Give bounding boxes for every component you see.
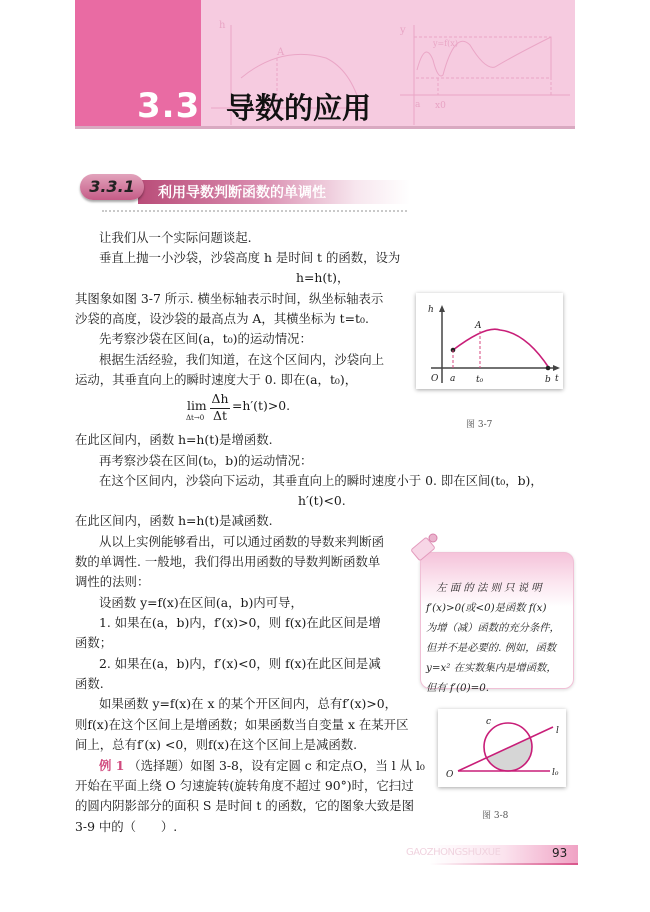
paragraph: 其图象如图 3-7 所示. 横坐标轴表示时间，纵坐标轴表示 (75, 291, 384, 306)
rule-2-cont: 函数. (75, 676, 104, 691)
fraction-denominator: Δt (213, 408, 227, 423)
svg-text:O: O (431, 374, 439, 384)
svg-text:t₀: t₀ (476, 375, 484, 385)
example-text: 的圆内阴影部分的面积 S 是时间 t 的函数，它的图象大致是图 (75, 798, 414, 813)
example-1 (75, 756, 425, 777)
svg-text:y=f(x): y=f(x) (433, 39, 458, 48)
section-title: 导数的应用 (226, 91, 372, 125)
svg-text:b: b (545, 375, 551, 385)
svg-text:l: l (556, 726, 559, 736)
paragraph: 在此区间内，函数 h=h(t)是减函数. (75, 513, 273, 528)
paragraph: 运动，其垂直向上的瞬时速度大于 0. 即在(a，t₀)， (75, 372, 358, 387)
svg-text:c: c (486, 717, 492, 727)
paragraph: 在此区间内，函数 h=h(t)是增函数. (75, 432, 273, 447)
svg-text:O: O (446, 770, 454, 780)
svg-text:A: A (277, 47, 285, 58)
paragraph: 垂直上抛一小沙袋，沙袋高度 h 是时间 t 的函数，设为 (99, 250, 401, 265)
example-text: （选择题）如图 3-8，设有定圆 c 和定点O，当 l 从 l₀ (128, 758, 425, 773)
paragraph: 间上，总有f′(x) <0，则f(x)在这个区间上是减函数. (75, 737, 358, 752)
example-text: 开始在平面上绕 O 匀速旋转(旋转角度不超过 90°)时，它扫过 (75, 778, 414, 793)
paragraph: 再考察沙袋在区间(t₀，b)的运动情况： (99, 453, 313, 468)
subsection-number-badge: 3.3.1 (80, 174, 144, 200)
equation: h=h(t)， (296, 270, 350, 285)
figure-3-7 (416, 293, 563, 389)
paragraph: 数的单调性. 一般地，我们得出用函数的导数判断函数单 (75, 554, 381, 569)
rule-1-cont: 函数； (75, 635, 113, 650)
subsection-heading (80, 172, 410, 212)
paragraph: 则f(x)在这个区间上是增函数；如果函数当自变量 x 在某开区 (75, 717, 409, 732)
banner-background-graph-function (395, 0, 575, 128)
footer-line (430, 863, 578, 865)
page-number: 93 (552, 846, 568, 860)
svg-text:l₀: l₀ (552, 768, 559, 778)
footer-series-text: GAOZHONGSHUXUE (406, 847, 501, 858)
circle-rotating-line-diagram (438, 709, 566, 787)
svg-text:a: a (450, 374, 456, 384)
fraction-numerator: Δh (211, 391, 229, 406)
lim-symbol: lim (187, 398, 207, 413)
section-number: 3.3 (137, 86, 201, 126)
svg-text:t: t (555, 374, 559, 384)
equation: h′(t)<0. (298, 493, 346, 508)
figure-3-7-caption: 图 3-7 (466, 420, 493, 430)
paragraph: 调性的法则： (75, 574, 150, 589)
svg-text:y: y (400, 25, 406, 36)
rule-1: 1. 如果在(a，b)内，f′(x)>0，则 f(x)在此区间是增 (99, 615, 381, 630)
height-time-graph (416, 293, 563, 389)
paragraph: 如果函数 y=f(x)在 x 的某个开区间内，总有f′(x)>0， (99, 696, 397, 711)
side-note-text: 左 面 的 法 则 只 说 明 f′(x)>0(或<0)是函数 f(x) 为增（减）函数的充分条件， 但并不是必要的. 例如，函数 y=x² 在实数集内是增函数， 但有 f′(0)=0. (426, 582, 560, 694)
paragraph: 在这个区间内，沙袋向下运动，其垂直向上的瞬时速度小于 0. 即在区间(t₀，b)， (99, 473, 543, 488)
paragraph: 先考察沙袋在区间(a，t₀)的运动情况： (99, 331, 312, 346)
paragraph: 沙袋的高度，设沙袋的最高点为 A，其横坐标为 t=t₀. (75, 311, 369, 326)
svg-text:a: a (415, 100, 421, 110)
example-label: 例 1 (99, 758, 125, 773)
equation-rest: =h′(t)>0. (232, 398, 291, 413)
svg-text:x0: x0 (435, 101, 446, 111)
dotted-divider (102, 210, 407, 212)
subsection-title: 利用导数判断函数的单调性 (158, 185, 326, 201)
paragraph: 让我们从一个实际问题谈起. (99, 230, 252, 245)
figure-3-8-caption: 图 3-8 (482, 811, 509, 821)
paragraph: 根据生活经验，我们知道，在这个区间内，沙袋向上 (99, 352, 384, 367)
svg-text:A: A (475, 321, 482, 331)
rule-2: 2. 如果在(a，b)内，f′(x)<0，则 f(x)在此区间是减 (99, 656, 381, 671)
paragraph: 从以上实例能够看出，可以通过函数的导数来判断函 (99, 534, 384, 549)
lim-subscript: Δt→0 (186, 414, 205, 422)
svg-text:h: h (428, 305, 434, 315)
example-text: 3-9 中的（ ）. (75, 819, 178, 834)
chapter-banner (75, 0, 575, 128)
paper-clip-icon (405, 530, 445, 570)
svg-text:h: h (219, 20, 226, 31)
paragraph: 设函数 y=f(x)在区间(a，b)内可导， (99, 595, 303, 610)
figure-3-8 (438, 709, 566, 787)
banner-divider (75, 126, 575, 129)
